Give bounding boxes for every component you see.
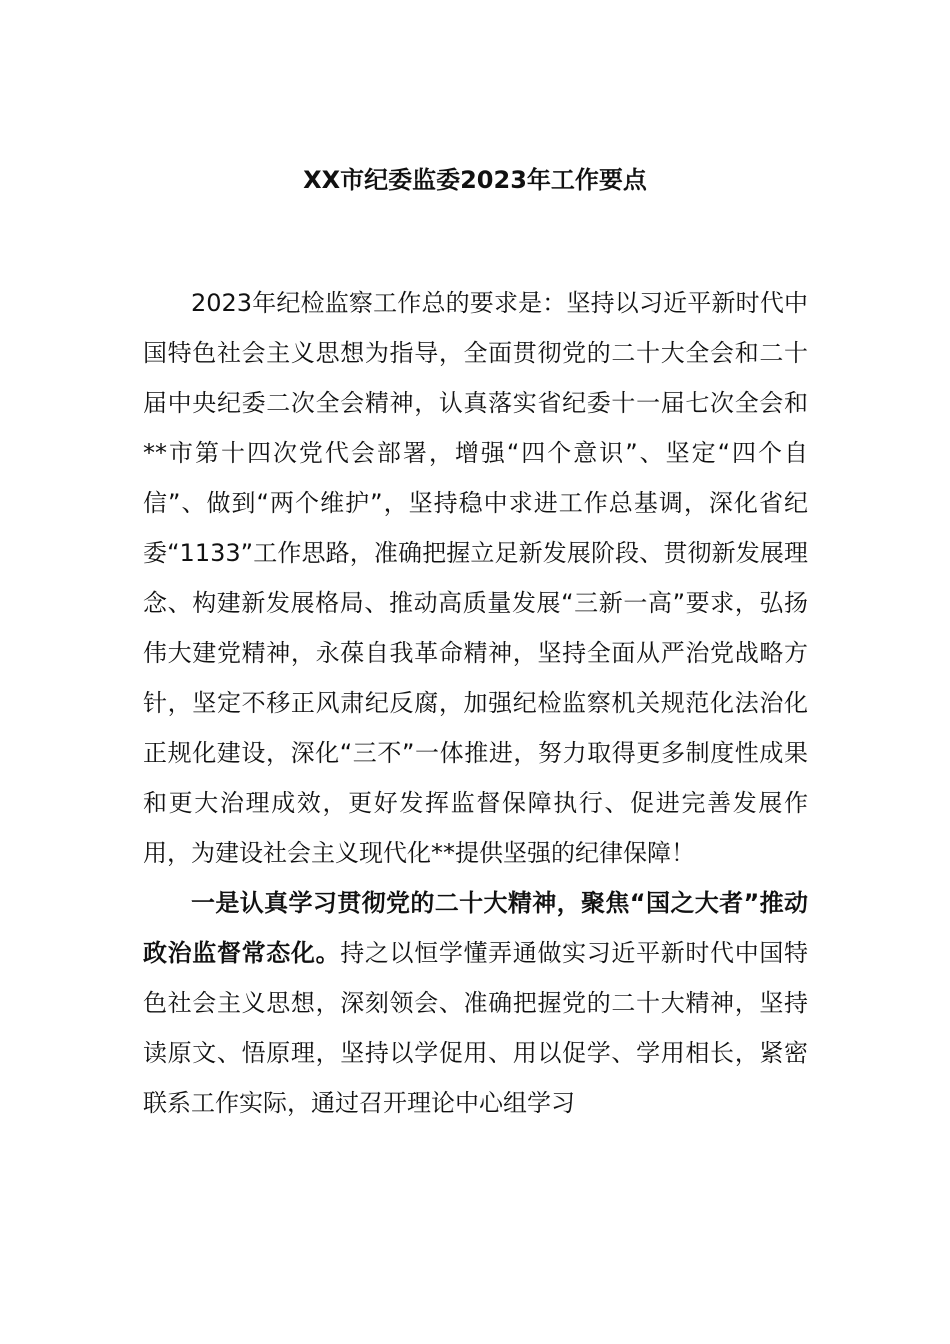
paragraph-lead: 一是认真学习贯彻党的二十大精神，聚焦“国之大者”推动政治监督常态化。 [143, 889, 808, 967]
document-title: XX市纪委监委2023年工作要点 [303, 166, 647, 194]
document-body [143, 278, 808, 1128]
paragraph-general-requirements [143, 278, 808, 878]
paragraph-text: 持之以恒学懂弄通做实习近平新时代中国特色社会主义思想，深刻领会、准确把握党的二十大精神，坚持读原文、悟原理，坚持以学促用、用以促学、学用相长，紧密联系工作实际，通过召开理论中心组学习 [143, 939, 809, 1117]
paragraph-text: 2023年纪检监察工作总的要求是：坚持以习近平新时代中国特色社会主义思想为指导，全面贯彻党的二十大全会和二十届中央纪委二次全会精神，认真落实省纪委十一届七次全会和**市第十四次党代会部署，增强“四个意识”、坚定“四个自信”、做到“两个维护”，坚持稳中求进工作总基调，深化省纪委“1133”工作思路，准确把握立足新发展阶段、贯彻新发展理念、构建新发展格局、推动高质量发展“三新一高”要求，弘扬伟大建党精神，永葆自我革命精神，坚持全面从严治党战略方针，坚定不移正风肃纪反腐，加强纪检监察机关规范化法治化正规化建设，深化“三不”一体推进，努力取得更多制度性成果和更大治理成效，更好发挥监督保障执行、促进完善发展作用，为建设社会主义现代化**提供坚强的纪律保障！ [143, 289, 808, 867]
paragraph-point-one [143, 878, 808, 1128]
